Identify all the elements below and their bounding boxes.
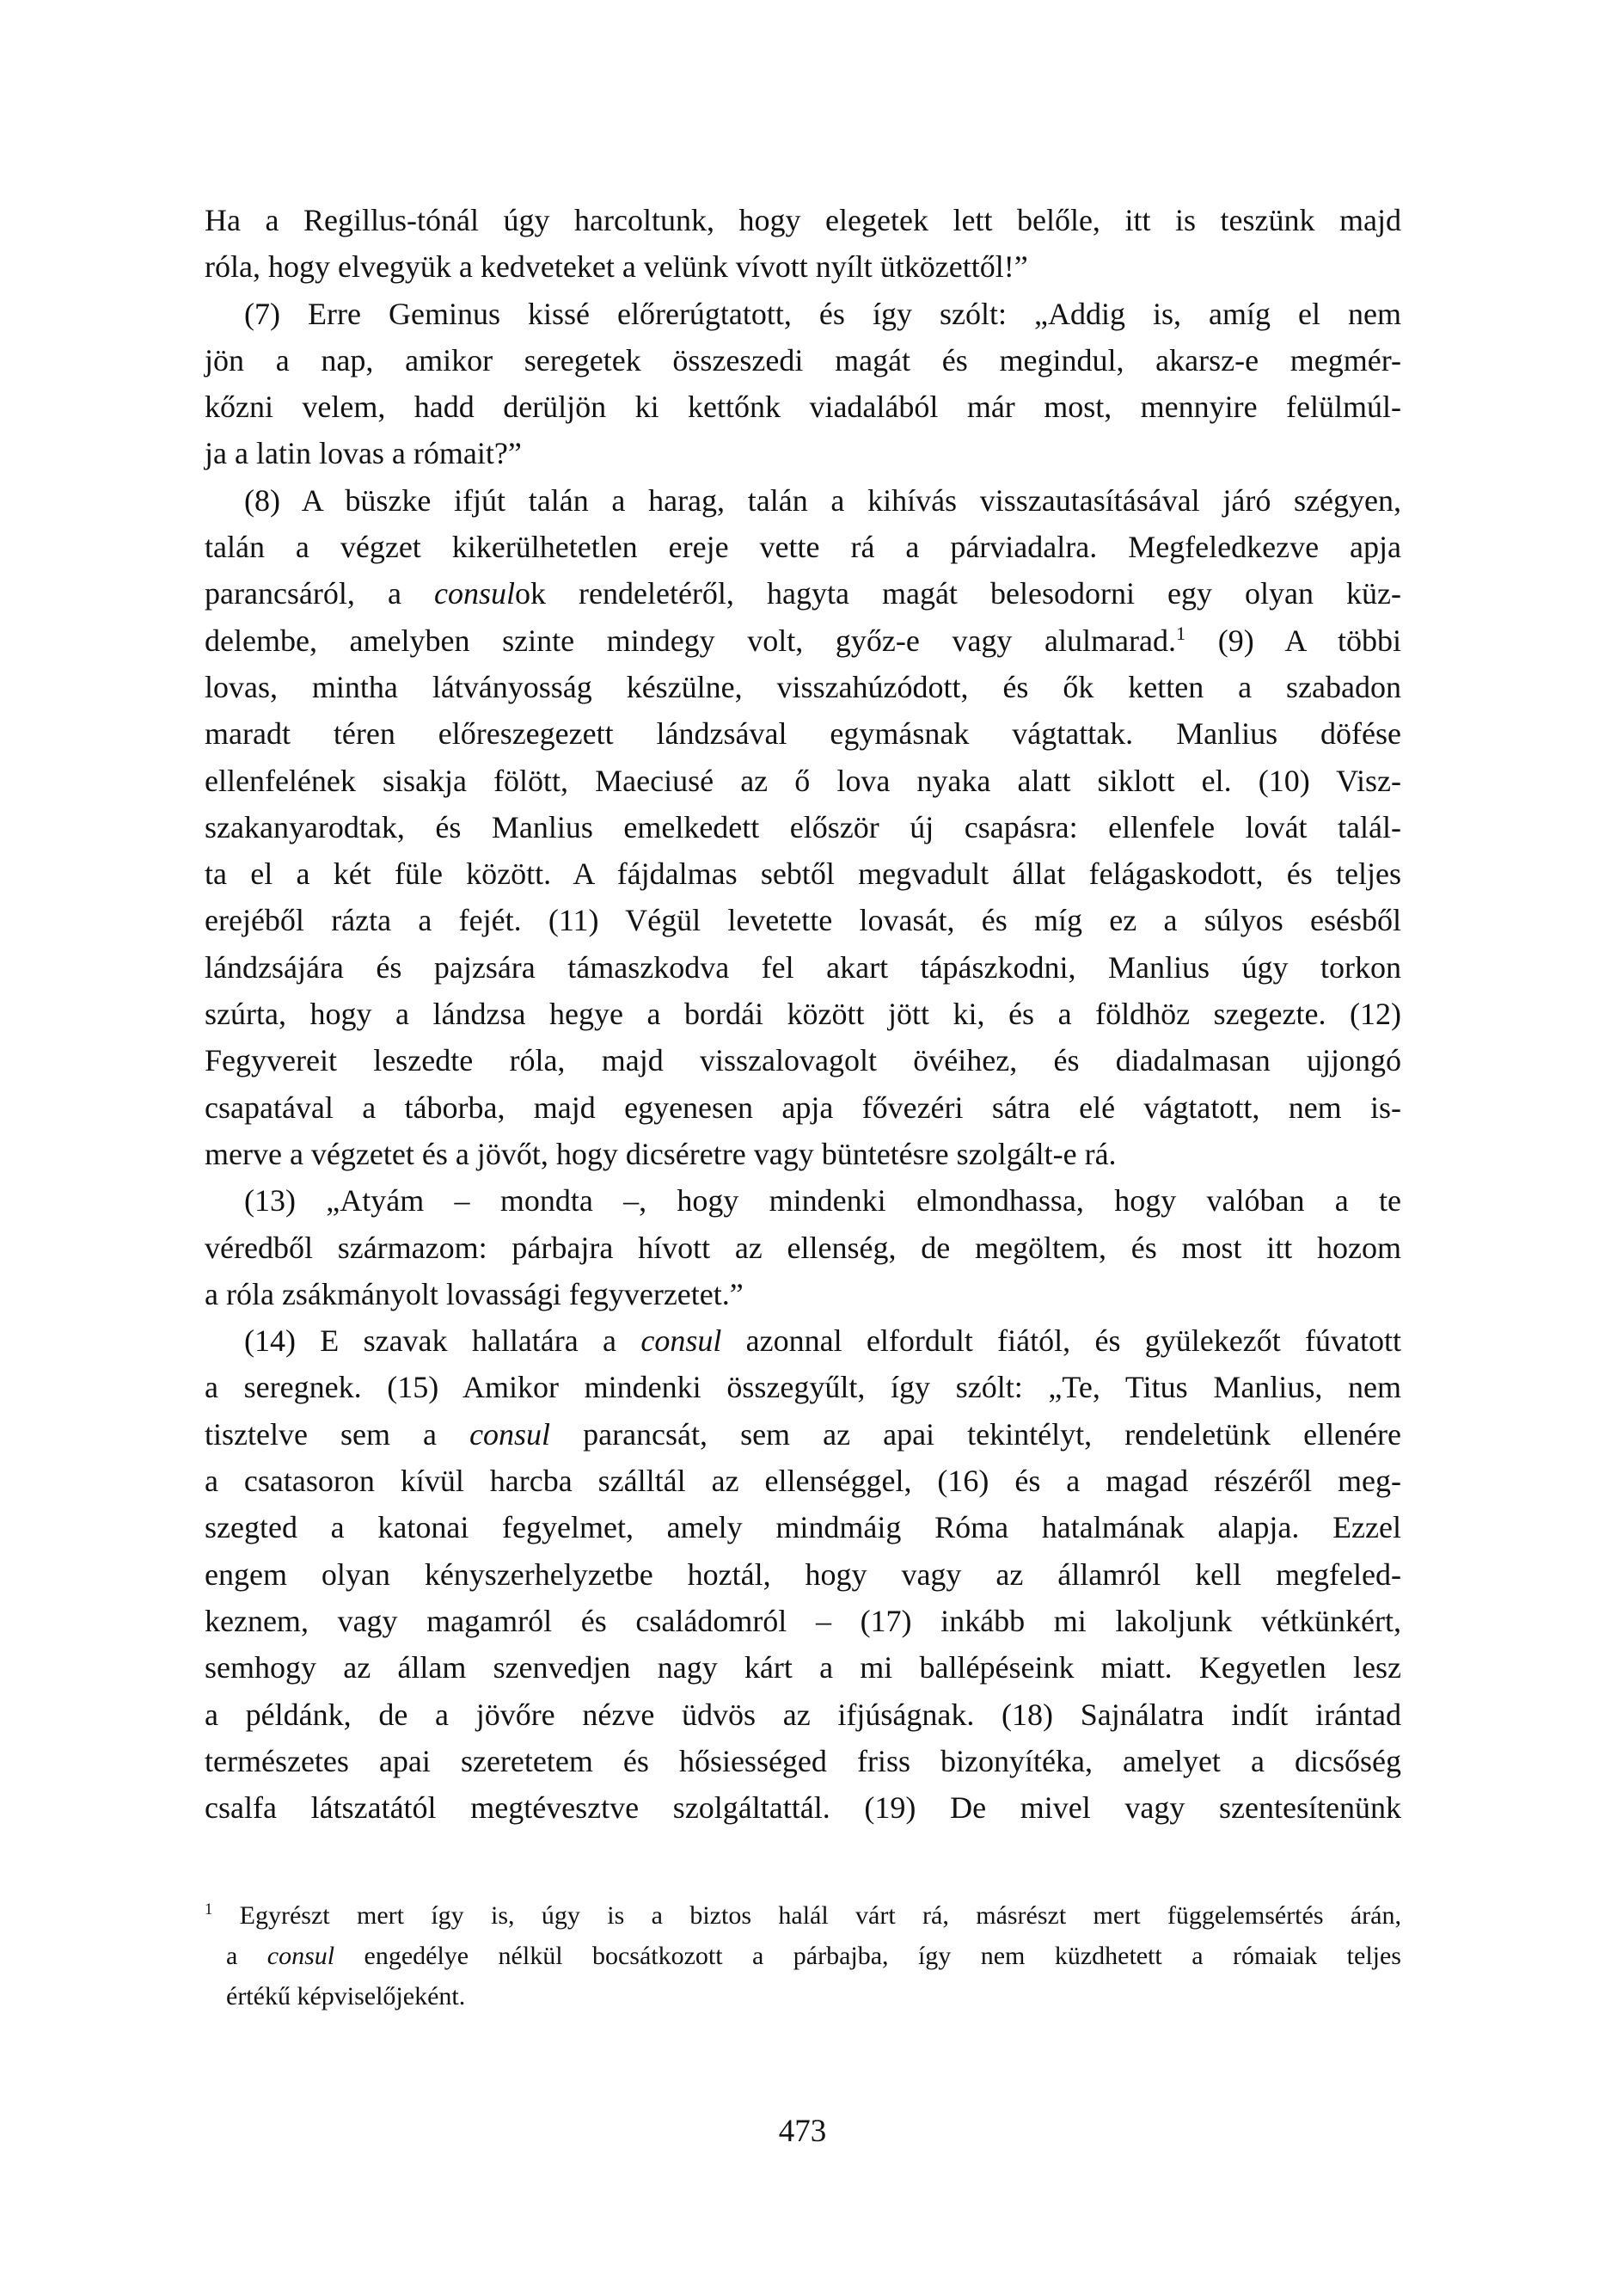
text-line (205, 430, 1401, 476)
text-segment: csapatával a táborba, majd egyenesen apja fővezéri sátra elé vágtatott, nem is- (205, 1090, 1401, 1125)
text-segment: maradt téren előreszegezett lándzsával egymásnak vágtattak. Manlius döfése (205, 716, 1401, 752)
text-line (205, 1895, 1401, 1936)
text-segment: a seregnek. (15) Amikor mindenki összegyűlt, így szólt: „Te, Titus Manlius, nem (205, 1370, 1401, 1405)
text-line (205, 617, 1401, 664)
text-line (205, 1691, 1401, 1738)
text-segment: szúrta, hogy a lándzsa hegye a bordái között jött ki, és a földhöz szegezte. (12) (205, 997, 1401, 1032)
text-line (205, 1936, 1401, 1976)
text-line (205, 1504, 1401, 1550)
text-segment: engem olyan kényszerhelyzetbe hoztál, hogy vagy az államról kell megfeled- (205, 1556, 1401, 1592)
text-line (205, 944, 1401, 991)
italic-text: consul (469, 1416, 551, 1452)
italic-text: consul (433, 576, 515, 611)
text-segment: ta el a két füle között. A fájdalmas sebtől megvadult állat felágaskodott, és teljes (205, 856, 1401, 892)
text-line (205, 758, 1401, 804)
text-line (205, 384, 1401, 430)
text-line (205, 1458, 1401, 1504)
text-segment: természetes apai szeretetem és hősiességed friss bizonyítéka, amelyet a dicsőség (205, 1743, 1401, 1778)
text-segment: véredből származom: párbajra hívott az ellenség, de megöltem, és most itt hozom (205, 1230, 1401, 1265)
text-segment: ok rendeletéről, hagyta magát belesodorni egy olyan küz- (514, 576, 1402, 611)
text-line (205, 291, 1401, 337)
italic-text: consul (640, 1323, 722, 1359)
text-segment: ellenfelének sisakja fölött, Maeciusé az ő lova nyaka alatt siklott el. (10) Visz- (205, 763, 1401, 798)
text-line (205, 991, 1401, 1037)
text-segment: róla, hogy elvegyük a kedveteket a velünk vívott nyílt ütközettől!” (205, 249, 1028, 285)
text-segment: értékű képviselőjeként. (226, 1982, 466, 2011)
text-segment: a (226, 1942, 267, 1970)
text-segment: Fegyvereit leszedte róla, majd visszalovagolt övéihez, és diadalmasan ujjongó (205, 1043, 1401, 1078)
text-segment: semhogy az állam szenvedjen nagy kárt a mi ballépéseink miatt. Kegyetlen lesz (205, 1650, 1401, 1685)
text-line (205, 1411, 1401, 1458)
text-segment: talán a végzet kikerülhetetlen ereje vette rá a párviadalra. Megfeledkezve apja (205, 530, 1401, 565)
text-segment: szegted a katonai fegyelmet, amely mindmáig Róma hatalmának alapja. Ezzel (205, 1510, 1401, 1545)
text-segment: erejéből rázta a fejét. (11) Végül levetette lovasát, és míg ez a súlyos esésből (205, 903, 1401, 938)
text-line (205, 1317, 1401, 1364)
text-line (205, 1364, 1401, 1410)
text-segment: lovas, mintha látványosság készülne, visszahúzódott, és ők ketten a szabadon (205, 669, 1401, 704)
text-segment: kőzni velem, hadd derüljön ki kettőnk viadalából már most, mennyire felülmúl- (205, 390, 1401, 425)
text-line (205, 1738, 1401, 1784)
text-segment: a példánk, de a jövőre nézve üdvös az ifjúságnak. (18) Sajnálatra indít irántad (205, 1697, 1401, 1732)
text-segment: csalfa látszatától megtévesztve szolgáltattál. (19) De mivel vagy szentesítenünk (205, 1790, 1401, 1826)
text-line (205, 524, 1401, 570)
text-line (205, 197, 1401, 243)
text-segment: parancsát, sem az apai tekintélyt, rendeletünk ellenére (550, 1416, 1402, 1452)
text-line (205, 804, 1401, 850)
text-segment: merve a végzetet és a jövőt, hogy dicséretre vagy büntetésre szolgált-e rá. (205, 1136, 1117, 1171)
text-line (205, 1551, 1401, 1598)
text-segment: a róla zsákmányolt lovassági fegyverzetet.” (205, 1276, 744, 1311)
italic-text: consul (266, 1942, 335, 1970)
text-line (205, 1177, 1401, 1224)
page-number: 473 (778, 2114, 827, 2149)
text-line (205, 477, 1401, 524)
text-line (205, 850, 1401, 897)
text-segment: (14) E szavak hallatára a (244, 1323, 641, 1359)
text-segment: szakanyarodtak, és Manlius emelkedett először új csapásra: ellenfele lovát talál- (205, 809, 1401, 844)
footnote-reference: 1 (1175, 622, 1186, 644)
text-segment: lándzsájára és pajzsára támaszkodva fel akart tápászkodni, Manlius úgy torkon (205, 949, 1401, 985)
text-segment: tisztelve sem a (205, 1416, 470, 1452)
text-line (205, 897, 1401, 943)
text-line (205, 243, 1401, 290)
text-segment: (7) Erre Geminus kissé előrerúgtatott, és így szólt: „Addig is, amíg el nem (244, 296, 1401, 331)
text-line (205, 1084, 1401, 1131)
text-line (205, 1225, 1401, 1271)
text-segment: (8) A büszke ifjút talán a harag, talán a kihívás visszautasításával járó szégyen, (244, 482, 1401, 518)
footnote (205, 1895, 1401, 2017)
text-segment: jön a nap, amikor seregetek összeszedi magát és megindul, akarsz-e megmér- (205, 342, 1401, 378)
text-line (205, 1037, 1401, 1084)
text-segment: Egyrészt mert így is, úgy is a biztos halál várt rá, másrészt mert függelemsértés árán, (212, 1901, 1401, 1930)
text-segment: a csatasoron kívül harcba szálltál az ellenséggel, (16) és a magad részéről meg- (205, 1464, 1401, 1499)
text-line (205, 570, 1401, 617)
footnote-reference: 1 (205, 1900, 213, 1918)
text-line (205, 1976, 1401, 2017)
body-text (205, 197, 1401, 1831)
text-segment: delembe, amelyben szinte mindegy volt, győz-e vagy alulmarad. (205, 623, 1176, 658)
text-segment: (9) A többi (1185, 623, 1401, 658)
text-line (205, 1598, 1401, 1644)
text-line (205, 664, 1401, 710)
text-segment: azonnal elfordult fiától, és gyülekezőt fúvatott (721, 1323, 1401, 1359)
text-line (205, 710, 1401, 757)
text-segment: engedélye nélkül bocsátkozott a párbajba, így nem küzdhetett a rómaiak teljes (334, 1942, 1401, 1970)
text-line (205, 1131, 1401, 1177)
text-segment: parancsáról, a (205, 576, 434, 611)
text-segment: keznem, vagy magamról és családomról – (17) inkább mi lakoljunk vétkünkért, (205, 1603, 1401, 1638)
text-segment: (13) „Atyám – mondta –, hogy mindenki elmondhassa, hogy valóban a te (244, 1183, 1401, 1219)
text-line (205, 1784, 1401, 1831)
text-line (205, 1644, 1401, 1691)
text-line (205, 1271, 1401, 1317)
text-line (205, 337, 1401, 384)
text-segment: ja a latin lovas a rómait?” (205, 436, 522, 471)
text-segment: Ha a Regillus-tónál úgy harcoltunk, hogy elegetek lett belőle, itt is teszünk majd (205, 203, 1401, 237)
